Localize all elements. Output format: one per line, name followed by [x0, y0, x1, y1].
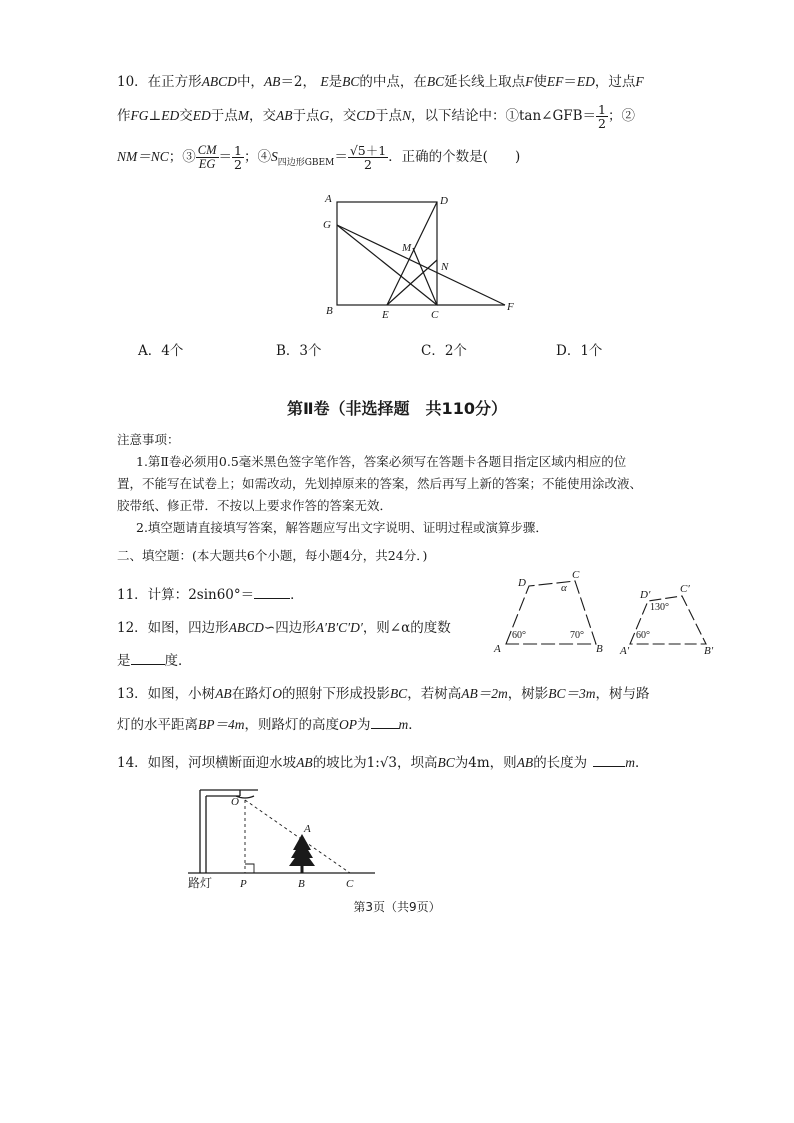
q10-line1: 10．在正方形ABCD中，AB＝2， E是BC的中点，在BC延长线上取点F使EF＝ED，过点F — [117, 74, 644, 90]
fig2-angle-a: 60° — [636, 630, 650, 641]
label-f: F — [507, 301, 514, 313]
q11: 11．计算：2sin60°＝ ． — [117, 587, 304, 603]
option-c[interactable]: C．2个 — [421, 343, 467, 359]
label-c-shadow: C — [346, 878, 354, 890]
q13-line2: 灯的水平距离BP＝4m，则路灯的高度OP为 m． — [117, 717, 422, 733]
square-abcd — [337, 202, 437, 305]
label-a-tree: A — [304, 823, 311, 835]
fraction-half: $\frac{1}{2}$ — [598, 102, 606, 132]
fig2-angle-d: 130° — [650, 602, 669, 613]
fig2-label-c: C′ — [680, 583, 690, 595]
notice1-line3: 胶带纸、修正带．不按以上要求作答的答案无效． — [117, 498, 393, 513]
q11-answer-blank[interactable] — [254, 586, 290, 599]
label-c: C — [431, 309, 439, 321]
notice1-line2: 置，不能写在试卷上；如需改动，先划掉原来的答案，然后再写上新的答案；不能使用涂改液、 — [117, 476, 643, 491]
q13-lamp-figure — [180, 778, 400, 893]
label-m: M — [402, 242, 412, 254]
lamp-post — [200, 790, 258, 873]
fig1-label-c: C — [572, 569, 580, 581]
q10-square-figure — [310, 190, 530, 325]
line-ed — [387, 202, 437, 305]
fig1-angle-b: 70° — [570, 630, 584, 641]
fig1-angle-a: 60° — [512, 630, 526, 641]
label-b: B — [326, 305, 333, 317]
fig2-label-d: D′ — [640, 589, 651, 601]
tree-icon — [289, 834, 315, 873]
q13-answer-blank[interactable] — [371, 716, 399, 729]
fig1-label-b: B — [596, 643, 603, 655]
q13-line1: 13．如图，小树AB在路灯O的照射下形成投影BC，若树高AB＝2m，树影BC＝3m，树与路 — [117, 686, 650, 702]
fig2-label-a: A′ — [620, 645, 630, 656]
part-title: 二、填空题：(本大题共6个小题，每小题4分，共24分．) — [117, 548, 428, 563]
label-g: G — [323, 219, 331, 231]
label-b-tree: B — [298, 878, 305, 890]
q10-line2: 作FG⊥ED交ED于点M，交AB于点G，交CD于点N，以下结论中：①tan∠GFB＝ $\frac{1}{2}$ ；② — [117, 102, 635, 132]
option-d[interactable]: D．1个 — [556, 343, 603, 359]
q10-line3: NM＝NC；③ $\frac{CM}{EG}$ ＝ $\frac{1}{2}$ ；$④S_{四边形GBEM}=$ $\frac{√5+1}{2}$ ．正确的个数是( ) — [117, 143, 521, 173]
q12-line1: 12．如图，四边形ABCD∽四边形A′B′C′D′，则∠α的度数 — [117, 620, 451, 636]
label-n: N — [441, 261, 449, 273]
fig1-label-a: A — [494, 643, 501, 655]
q12-line2: 是 度． — [117, 653, 192, 669]
fraction-sqrt5: $\frac{√5+1}{2}$ — [349, 143, 387, 173]
q12-answer-blank[interactable] — [131, 652, 165, 665]
line-mc — [413, 248, 437, 305]
option-a[interactable]: A．4个 — [138, 343, 184, 359]
q14-answer-blank[interactable] — [593, 754, 625, 767]
label-a: A — [325, 193, 332, 205]
fig1-alpha: α — [561, 582, 567, 594]
right-angle-mark — [245, 864, 254, 873]
line-gf — [337, 225, 505, 305]
label-lamp: 路灯 — [188, 876, 213, 890]
q12-figure-abcd-prime — [612, 580, 722, 656]
fig1-label-d: D — [518, 577, 526, 589]
notice1-line1: 1.第Ⅱ卷必须用0.5毫米黑色签字笔作答，答案必须写在答题卡各题目指定区域内相应的位 — [136, 454, 627, 469]
fraction-half-2: $\frac{1}{2}$ — [234, 143, 242, 173]
notice-title: 注意事项： — [117, 432, 180, 447]
fraction-cm-eg: $\frac{CM}{EG}$ — [197, 143, 217, 172]
fig2-label-b: B′ — [704, 645, 714, 656]
page-footer: 第3页（共9页） — [353, 900, 441, 914]
label-e: E — [382, 309, 389, 321]
label-d: D — [440, 195, 448, 207]
section-title: 第Ⅱ卷（非选择题 共110分） — [287, 399, 507, 418]
option-b[interactable]: B．3个 — [276, 343, 322, 359]
q12-figure-abcd — [488, 566, 608, 656]
notice2: 2.填空题请直接填写答案，解答题应写出文字说明、证明过程或演算步骤． — [136, 520, 548, 535]
label-p: P — [240, 878, 247, 890]
label-o: O — [231, 796, 239, 808]
q14: 14．如图，河坝横断面迎水坡AB的坡比为1:√3，坝高BC为4m，则AB的长度为 m． — [117, 755, 649, 771]
